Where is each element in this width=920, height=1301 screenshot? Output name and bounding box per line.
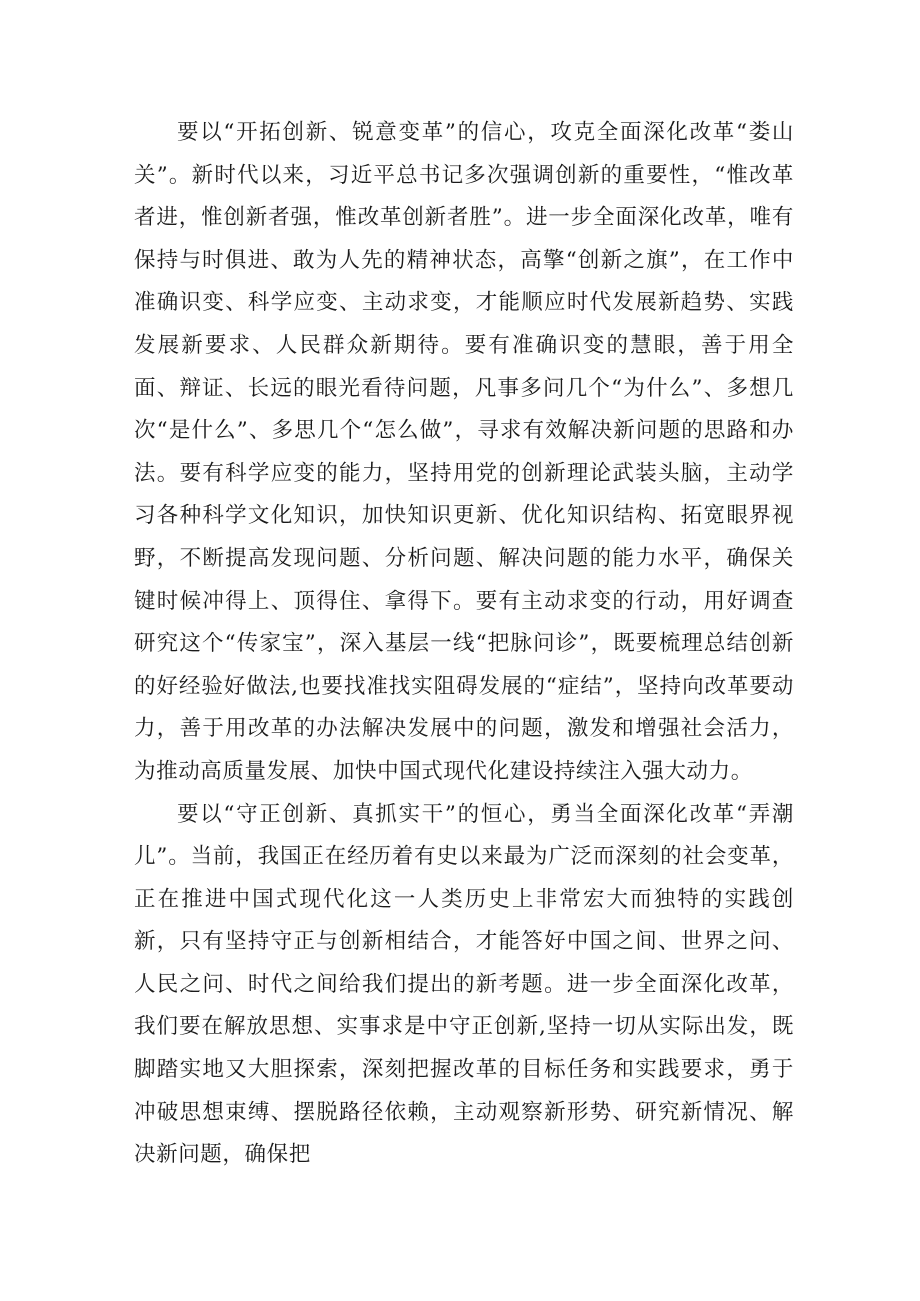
paragraph-reform-innovation: 要以“开拓创新、锐意变革”的信心，攻克全面深化改革“娄山关”。新时代以来，习近平总书记多次强调创新的重要性，“惟改革者进，惟创新者强，惟改革创新者胜”。进一步全面深化改革，唯有保持与时俱进、敢为人先的精神状态，高擎“创新之旗”，在工作中准确识变、科学应变、主动求变，才能顺应时代发展新趋势、实践发展新要求、人民群众新期待。要有准确识变的慧眼，善于用全面、辩证、长远的眼光看待问题，凡事多问几个“为什么”、多想几次“是什么”、多思几个“怎么做”，寻求有效解决新问题的思路和办法。要有科学应变的能力，坚持用党的创新理论武装头脑，主动学习各种科学文化知识，加快知识更新、优化知识结构、拓宽眼界视野，不断提高发现问题、分析问题、解决问题的能力水平，确保关键时候冲得上、顶得住、拿得下。要有主动求变的行动，用好调查研究这个“传家宝”，深入基层一线“把脉问诊”，既要梳理总结创新的好经验好做法,也要找准找实阻碍发展的“症结”，坚持向改革要动力，善于用改革的办法解决发展中的问题，激发和增强社会活力，为推动高质量发展、加快中国式现代化建设持续注入强大动力。	[134, 120, 794, 784]
document-body	[134, 112, 794, 1177]
paragraph-upright-innovation: 要以“守正创新、真抓实干”的恒心，勇当全面深化改革“弄潮儿”。当前，我国正在经历着有史以来最为广泛而深刻的社会变革，正在推进中国式现代化这一人类历史上非常宏大而独特的实践创新，只有坚持守正与创新相结合，才能答好中国之间、世界之问、人民之问、时代之间给我们提出的新考题。进一步全面深化改革，我们要在解放思想、实事求是中守正创新,坚持一切从实际出发，既脚踏实地又大胆探索，深刻把握改革的目标任务和实践要求，勇于冲破思想束缚、摆脱路径依赖，主动观察新形势、研究新情况、解决新问题，确保把	[134, 801, 794, 1168]
